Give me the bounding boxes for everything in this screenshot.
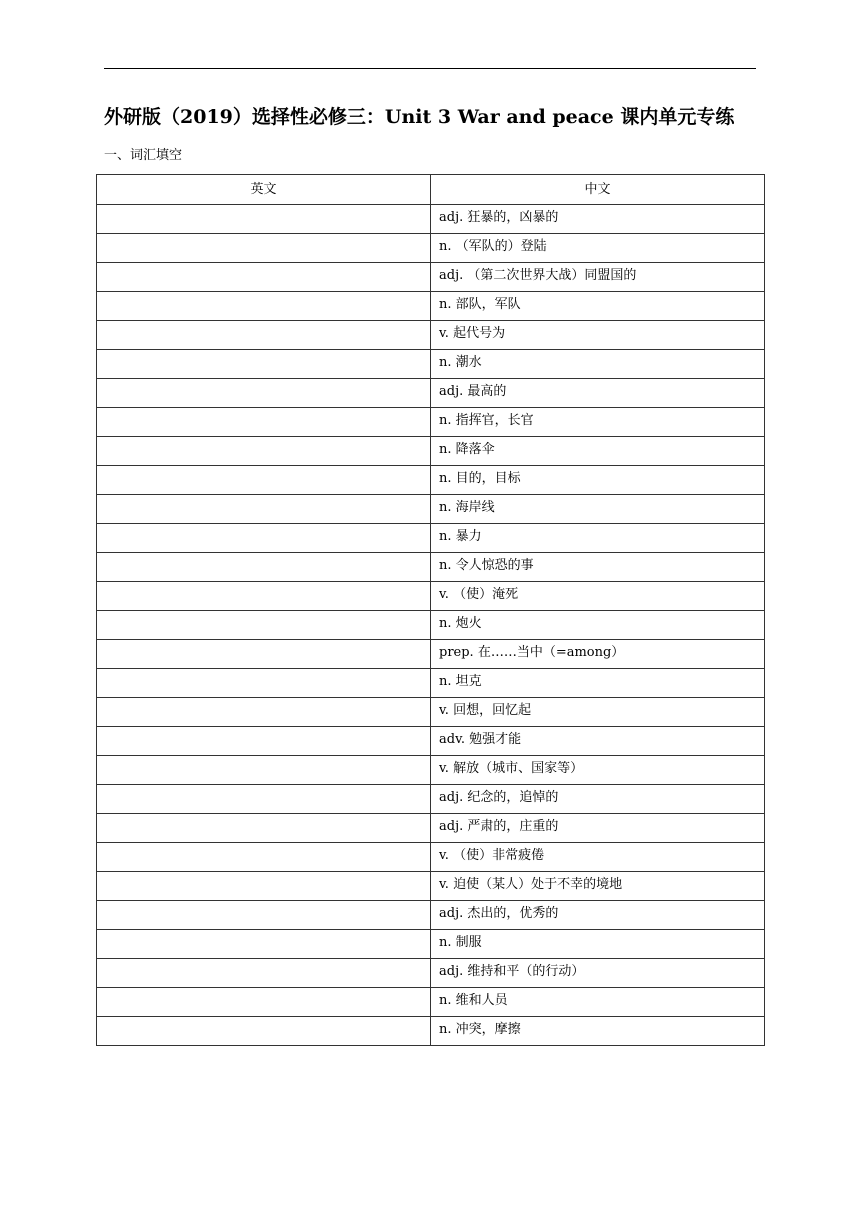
table-row — [97, 611, 765, 640]
chinese-definition-cell: n. 坦克 — [431, 669, 765, 698]
table-row — [97, 669, 765, 698]
english-answer-cell[interactable] — [97, 524, 431, 553]
chinese-definition-cell: n. 指挥官，长官 — [431, 408, 765, 437]
document-title: 外研版（2019）选择性必修三：Unit 3 War and peace 课内单元专练 — [104, 106, 735, 128]
english-answer-cell[interactable] — [97, 553, 431, 582]
table-row — [97, 698, 765, 727]
chinese-definition-cell: v. 回想，回忆起 — [431, 698, 765, 727]
table-row — [97, 408, 765, 437]
table-row — [97, 640, 765, 669]
english-answer-cell[interactable] — [97, 437, 431, 466]
english-answer-cell[interactable] — [97, 843, 431, 872]
table-row — [97, 756, 765, 785]
english-answer-cell[interactable] — [97, 727, 431, 756]
english-answer-cell[interactable] — [97, 234, 431, 263]
table-row — [97, 379, 765, 408]
chinese-definition-cell: v. （使）淹死 — [431, 582, 765, 611]
english-answer-cell[interactable] — [97, 379, 431, 408]
chinese-definition-cell: n. 令人惊恐的事 — [431, 553, 765, 582]
english-answer-cell[interactable] — [97, 321, 431, 350]
column-header-english: 英文 — [97, 175, 431, 205]
table-row — [97, 553, 765, 582]
chinese-definition-cell: adj. 杰出的，优秀的 — [431, 901, 765, 930]
chinese-definition-cell: n. 潮水 — [431, 350, 765, 379]
english-answer-cell[interactable] — [97, 698, 431, 727]
table-row — [97, 843, 765, 872]
english-answer-cell[interactable] — [97, 901, 431, 930]
chinese-definition-cell: adj. 维持和平（的行动） — [431, 959, 765, 988]
chinese-definition-cell: adj. （第二次世界大战）同盟国的 — [431, 263, 765, 292]
chinese-definition-cell: v. 起代号为 — [431, 321, 765, 350]
chinese-definition-cell: adj. 最高的 — [431, 379, 765, 408]
table-row — [97, 872, 765, 901]
table-row — [97, 466, 765, 495]
english-answer-cell[interactable] — [97, 930, 431, 959]
english-answer-cell[interactable] — [97, 350, 431, 379]
english-answer-cell[interactable] — [97, 495, 431, 524]
english-answer-cell[interactable] — [97, 756, 431, 785]
chinese-definition-cell: n. 制服 — [431, 930, 765, 959]
table-row — [97, 321, 765, 350]
english-answer-cell[interactable] — [97, 263, 431, 292]
table-row — [97, 727, 765, 756]
table-row — [97, 785, 765, 814]
chinese-definition-cell: adj. 严肃的，庄重的 — [431, 814, 765, 843]
table-row — [97, 292, 765, 321]
table-row — [97, 901, 765, 930]
chinese-definition-cell: n. 暴力 — [431, 524, 765, 553]
table-row — [97, 350, 765, 379]
table-row — [97, 437, 765, 466]
chinese-definition-cell: n. 降落伞 — [431, 437, 765, 466]
table-row — [97, 263, 765, 292]
section-heading: 一、词汇填空 — [104, 148, 183, 163]
chinese-definition-cell: prep. 在……当中（=among） — [431, 640, 765, 669]
english-answer-cell[interactable] — [97, 611, 431, 640]
table-row — [97, 582, 765, 611]
chinese-definition-cell: v. 迫使（某人）处于不幸的境地 — [431, 872, 765, 901]
english-answer-cell[interactable] — [97, 872, 431, 901]
english-answer-cell[interactable] — [97, 466, 431, 495]
chinese-definition-cell: n. 目的，目标 — [431, 466, 765, 495]
chinese-definition-cell: n. （军队的）登陆 — [431, 234, 765, 263]
table-row — [97, 930, 765, 959]
english-answer-cell[interactable] — [97, 408, 431, 437]
table-row — [97, 495, 765, 524]
chinese-definition-cell: adv. 勉强才能 — [431, 727, 765, 756]
chinese-definition-cell: n. 冲突，摩擦 — [431, 1017, 765, 1046]
chinese-definition-cell: n. 海岸线 — [431, 495, 765, 524]
english-answer-cell[interactable] — [97, 988, 431, 1017]
chinese-definition-cell: v. 解放（城市、国家等） — [431, 756, 765, 785]
header-rule — [104, 68, 756, 69]
english-answer-cell[interactable] — [97, 959, 431, 988]
vocabulary-table-body — [97, 205, 765, 1046]
chinese-definition-cell: n. 部队，军队 — [431, 292, 765, 321]
chinese-definition-cell: v. （使）非常疲倦 — [431, 843, 765, 872]
english-answer-cell[interactable] — [97, 814, 431, 843]
english-answer-cell[interactable] — [97, 292, 431, 321]
table-header-row — [97, 175, 765, 205]
chinese-definition-cell: adj. 狂暴的，凶暴的 — [431, 205, 765, 234]
english-answer-cell[interactable] — [97, 669, 431, 698]
table-row — [97, 234, 765, 263]
english-answer-cell[interactable] — [97, 785, 431, 814]
table-row — [97, 205, 765, 234]
table-row — [97, 814, 765, 843]
chinese-definition-cell: adj. 纪念的，追悼的 — [431, 785, 765, 814]
chinese-definition-cell: n. 维和人员 — [431, 988, 765, 1017]
english-answer-cell[interactable] — [97, 205, 431, 234]
table-row — [97, 959, 765, 988]
table-row — [97, 524, 765, 553]
column-header-chinese: 中文 — [431, 175, 765, 205]
table-row — [97, 1017, 765, 1046]
english-answer-cell[interactable] — [97, 1017, 431, 1046]
vocabulary-table — [96, 174, 765, 1046]
english-answer-cell[interactable] — [97, 640, 431, 669]
table-row — [97, 988, 765, 1017]
english-answer-cell[interactable] — [97, 582, 431, 611]
chinese-definition-cell: n. 炮火 — [431, 611, 765, 640]
